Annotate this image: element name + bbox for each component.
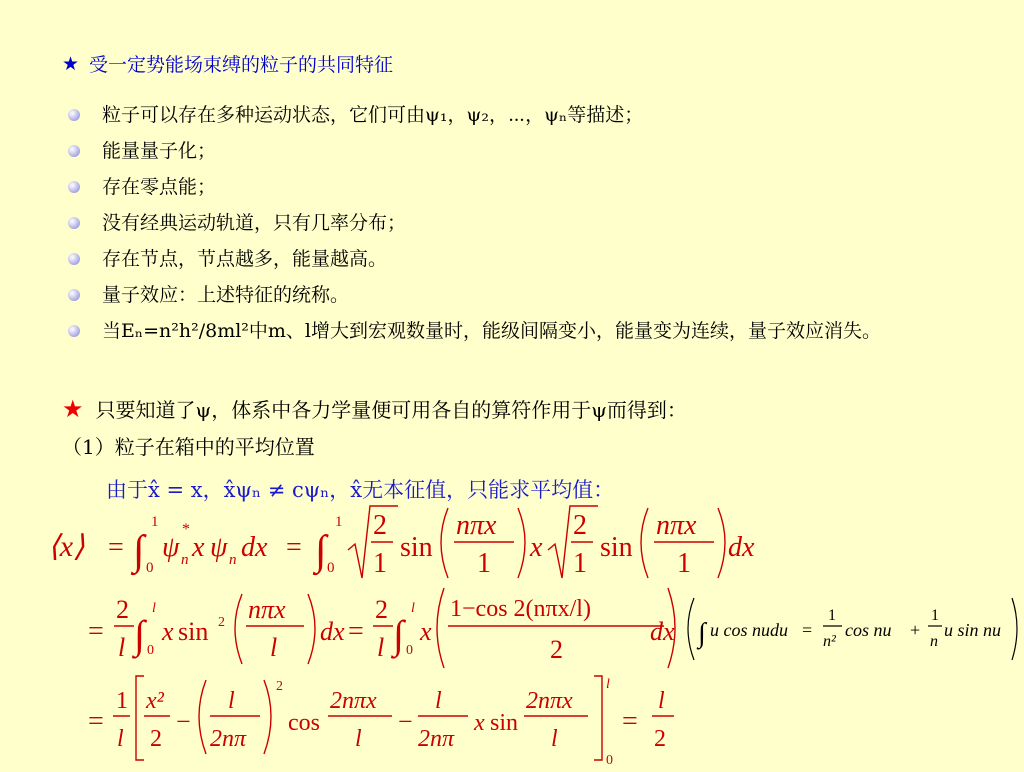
bullet-text: 没有经典运动轨道，只有几率分布； (102, 212, 407, 234)
minus-sign: − (398, 707, 413, 736)
fraction-denominator: n (930, 633, 938, 650)
equation-row-2 (88, 588, 1017, 668)
variable-x: x (162, 617, 174, 646)
superscript-2: 2 (276, 679, 283, 694)
fraction-numerator: l (658, 688, 665, 714)
right-paren (264, 680, 271, 754)
intro-line: 由于x̂ = x，x̂ψₙ ≠ cψₙ，x̂无本征值，只能求平均值： (106, 478, 615, 502)
bullet-text: 量子效应：上述特征的统称。 (102, 284, 350, 306)
equals-sign: = (88, 706, 104, 737)
psi-symbol: ψ (162, 532, 180, 563)
fraction-denominator: 1 (373, 548, 387, 579)
bullet-text: 能量量子化； (102, 140, 217, 162)
star-icon: ★ (62, 52, 80, 75)
subscript-n: n (181, 552, 189, 568)
equals-sign: = (88, 616, 104, 647)
left-paren (235, 594, 242, 664)
fraction-denominator: l (117, 726, 124, 752)
integral-sign: ∫ (133, 528, 145, 574)
subheading: （1）粒子在箱中的平均位置 (62, 435, 315, 459)
fraction-denominator: l (355, 726, 362, 752)
fraction-numerator: 2 (116, 595, 129, 624)
integral-upper: l (411, 601, 415, 616)
equation-row-3 (88, 676, 674, 768)
variable-x: x (420, 617, 432, 646)
list-item (66, 282, 966, 309)
fraction-numerator: 2 (573, 510, 587, 541)
differential-dx: dx (320, 617, 345, 646)
fraction-denominator: 2 (550, 635, 563, 664)
cos-function: cos (288, 710, 320, 736)
integral-sign: ∫ (134, 612, 145, 657)
integral-upper: 1 (151, 514, 159, 530)
right-paren (1012, 598, 1017, 660)
psi-symbol: ψ (210, 532, 228, 563)
right-paren (518, 508, 525, 578)
hint-cos-term: cos nu (845, 620, 892, 640)
bullet-dot-icon (68, 217, 80, 229)
differential-dx: dx (728, 532, 755, 563)
hint-integrand: u cos nudu (710, 620, 788, 640)
limit-upper: l (606, 677, 610, 692)
list-item (66, 246, 966, 273)
list-item (66, 102, 966, 129)
heading-1-text: 受一定势能场束缚的粒子的共同特征 (89, 54, 394, 76)
equation-svg (30, 498, 1024, 768)
equation-row-1 (48, 506, 755, 579)
fraction-denominator: l (270, 633, 278, 662)
fraction-numerator: x² (146, 688, 164, 714)
integral-sign: ∫ (315, 528, 327, 574)
sin-function: sin (600, 532, 633, 563)
fraction-denominator: 2 (150, 726, 162, 752)
conjugate-star: * (182, 521, 190, 538)
left-paren (437, 588, 444, 668)
fraction-numerator: nπx (456, 510, 497, 541)
right-paren (718, 508, 725, 578)
differential-dx: dx (241, 532, 268, 563)
integral-sign: ∫ (393, 612, 404, 657)
subscript-n: n (229, 552, 237, 568)
fraction-denominator: 1 (477, 548, 491, 579)
fraction-numerator: l (228, 688, 235, 714)
bullet-list (66, 102, 966, 354)
differential-dx: dx (650, 617, 675, 646)
fraction-numerator: 2nπx (526, 688, 573, 714)
fraction-denominator: 2 (654, 726, 666, 752)
bullet-text: 存在节点，节点越多，能量越高。 (102, 248, 388, 270)
fraction-numerator: 2nπx (330, 688, 377, 714)
fraction-numerator: 2 (373, 510, 387, 541)
integral-sign: ∫ (698, 618, 706, 649)
bullet-dot-icon (68, 181, 80, 193)
sin-function: sin (400, 532, 433, 563)
list-item (66, 210, 966, 237)
list-item (66, 318, 962, 345)
fraction-numerator: 1 (828, 607, 836, 624)
superscript-2: 2 (218, 615, 225, 630)
list-item (66, 174, 966, 201)
heading-2-text: 只要知道了ψ，体系中各力学量便可用各自的算符作用于ψ而得到： (95, 398, 687, 422)
bullet-text: 存在零点能； (102, 176, 217, 198)
left-bracket (136, 676, 144, 760)
fraction-denominator: l (551, 726, 558, 752)
fraction-denominator: 2nπ (210, 726, 247, 752)
expectation-x: ⟨x⟩ (48, 530, 85, 563)
right-paren (308, 594, 315, 664)
fraction-numerator: l (435, 688, 442, 714)
fraction-denominator: n² (823, 633, 836, 650)
equation-block (30, 498, 1024, 768)
integral-lower: 0 (406, 643, 413, 658)
bullet-dot-icon (68, 325, 80, 337)
integral-lower: 0 (147, 643, 154, 658)
left-paren (688, 598, 694, 660)
variable-x: x (474, 710, 485, 736)
bullet-dot-icon (68, 253, 80, 265)
equals-sign: = (348, 616, 364, 647)
limit-lower: 0 (606, 753, 613, 768)
fraction-numerator: 1 (116, 688, 128, 714)
equals-sign: = (802, 620, 813, 640)
plus-sign: + (910, 620, 921, 640)
sin-function: sin (490, 710, 519, 736)
hint-sin-term: u sin nu (944, 620, 1002, 640)
integral-lower: 0 (327, 560, 335, 576)
fraction-numerator: 1−cos 2(nπx/l) (450, 596, 591, 622)
star-icon: ★ (62, 394, 84, 423)
fraction-denominator: 1 (677, 548, 691, 579)
list-item (66, 138, 966, 165)
left-paren (199, 680, 206, 754)
fraction-denominator: 2nπ (418, 726, 455, 752)
fraction-numerator: nπx (656, 510, 697, 541)
section-heading-2 (62, 394, 687, 423)
fraction-denominator: l (118, 633, 126, 662)
fraction-numerator: 1 (931, 607, 939, 624)
minus-sign: − (176, 707, 191, 736)
integral-lower: 0 (146, 560, 154, 576)
fraction-denominator: l (377, 633, 385, 662)
bullet-dot-icon (68, 289, 80, 301)
section-heading-1 (62, 50, 393, 77)
left-paren (641, 508, 648, 578)
right-bracket (594, 676, 602, 760)
bullet-dot-icon (68, 145, 80, 157)
integral-upper: 1 (335, 514, 343, 530)
sin-function: sin (178, 617, 209, 646)
fraction-numerator: nπx (248, 595, 286, 624)
equals-sign: = (108, 532, 124, 563)
equals-sign: = (286, 532, 302, 563)
variable-x: x (530, 532, 543, 563)
bullet-dot-icon (68, 109, 80, 121)
equals-sign: = (622, 706, 638, 737)
variable-x: x (192, 532, 205, 563)
left-paren (441, 508, 448, 578)
integral-upper: l (152, 601, 156, 616)
bullet-text: 粒子可以存在多种运动状态，它们可由ψ₁，ψ₂，⋯，ψₙ等描述； (102, 104, 644, 126)
fraction-numerator: 2 (375, 595, 388, 624)
fraction-denominator: 1 (573, 548, 587, 579)
bullet-text: 当Eₙ=n²h²/8ml²中m、l增大到宏观数量时，能级间隔变小，能量变为连续，量子效应消失。 (102, 320, 882, 342)
